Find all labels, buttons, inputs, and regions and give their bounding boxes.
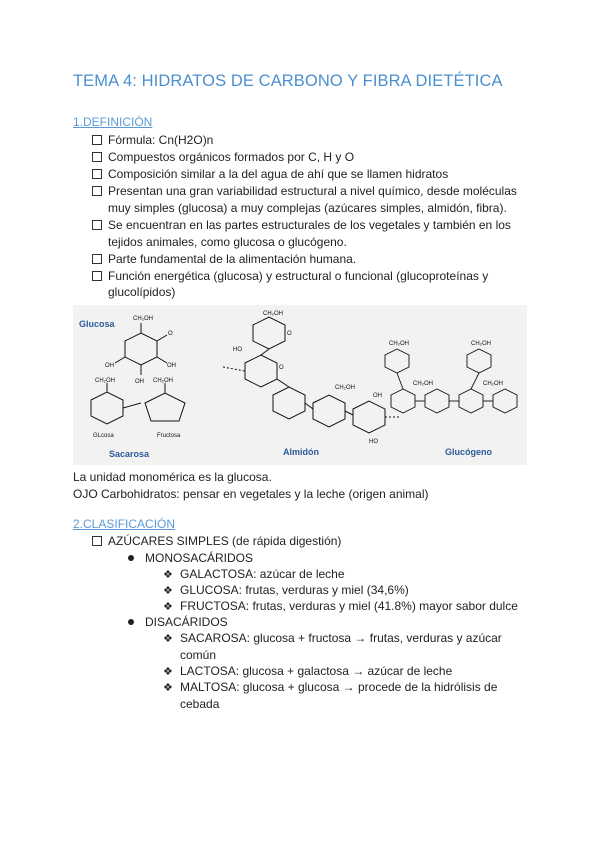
subgroup-monosacaridos: MONOSACÁRIDOS [128,550,253,566]
bullet-icon [128,555,134,561]
group-azucares-simples: AZÚCARES SIMPLES (de rápida digestión) [92,533,341,549]
svg-text:CH₂OH: CH₂OH [483,381,503,387]
section-heading-clasificacion: 2.CLASIFICACIÓN [73,517,176,531]
label-sacarosa: Sacarosa [109,449,150,459]
list-item: Presentan una gran variabilidad estructural a nivel químico, desde moléculas muy simples (glucosa) a muy complejas (azúcares simples, almidón, fibra). [92,183,532,216]
glucose-ring [115,323,167,375]
diamond-bullet-icon: ❖ [163,682,173,694]
checkbox-icon [92,186,102,196]
label-glucosa: Glucosa [79,319,115,329]
starch-chain [223,317,399,433]
checkbox-icon [92,254,102,264]
bullet-icon [128,619,134,625]
diamond-bullet-icon: ❖ [163,666,173,678]
svg-text:CH₂OH: CH₂OH [133,316,153,322]
definition-list [92,132,532,301]
list-item: Parte fundamental de la alimentación humana. [92,251,532,268]
svg-text:CH₂OH: CH₂OH [95,378,115,384]
checkbox-icon [92,169,102,179]
list-item: ❖ FRUCTOSA: frutas, verduras y miel (41.8%) mayor sabor dulce [163,598,533,615]
label-almidon: Almidón [283,447,319,457]
svg-text:O: O [279,365,284,371]
checkbox-icon [92,536,102,546]
checkbox-icon [92,220,102,230]
svg-text:O: O [168,331,173,337]
svg-text:CH₂OH: CH₂OH [153,378,173,384]
list-item: ❖ GALACTOSA: azúcar de leche [163,566,533,583]
carbohydrate-structures-figure [73,305,527,465]
diamond-bullet-icon: ❖ [163,633,173,645]
list-item: Composición similar a la del agua de ahí que se llamen hidratos [92,166,532,183]
svg-text:OH: OH [105,363,114,369]
structures-svg [73,305,527,465]
list-item: ❖ MALTOSA: glucosa + glucosa → procede de la hidrólisis de cebada [163,680,498,711]
note-ojo: OJO Carbohidratos: pensar en vegetales y la leche (origen animal) [73,487,429,501]
svg-text:CH₂OH: CH₂OH [335,385,355,391]
diamond-bullet-icon: ❖ [163,601,173,613]
svg-text:HO: HO [233,347,242,353]
list-item: Compuestos orgánicos formados por C, H y O [92,149,532,166]
checkbox-icon [92,135,102,145]
diamond-bullet-icon: ❖ [163,585,173,597]
svg-text:CH₂OH: CH₂OH [389,341,409,347]
svg-text:OH: OH [373,393,382,399]
label-fructosa: Fructosa [157,433,181,439]
diamond-bullet-icon: ❖ [163,569,173,581]
subgroup-disacaridos: DISACÁRIDOS [128,614,228,630]
svg-text:CH₂OH: CH₂OH [413,381,433,387]
svg-text:CH₂OH: CH₂OH [471,341,491,347]
svg-text:CH₂OH: CH₂OH [263,311,283,317]
sucrose-rings [91,383,185,424]
svg-text:OH: OH [135,379,144,385]
list-item: Fórmula: Cn(H2O)n [92,132,532,149]
page-title: TEMA 4: HIDRATOS DE CARBONO Y FIBRA DIETÉTICA [73,72,503,90]
svg-text:OH: OH [167,363,176,369]
list-item: ❖ GLUCOSA: frutas, verduras y miel (34,6%) [163,582,533,599]
list-item: ❖ SACAROSA: glucosa + fructosa → frutas, verduras y azúcar común [163,631,502,662]
list-item: Función energética (glucosa) y estructural o funcional (glucoproteínas y glucolípidos) [92,268,532,301]
note-monomer: La unidad monomérica es la glucosa. [73,470,272,484]
label-glcosa: GLcosa [93,433,114,439]
section-heading-definicion: 1.DEFINICIÓN [73,115,153,129]
list-item: ❖ LACTOSA: glucosa + galactosa → azúcar de leche [163,663,533,680]
list-item: Se encuentran en las partes estructurales de los vegetales y también en los tejidos animales, como glucosa o glucógeno. [92,217,532,250]
label-glucogeno: Glucógeno [445,447,492,457]
checkbox-icon [92,152,102,162]
checkbox-icon [92,271,102,281]
svg-text:O: O [287,331,292,337]
svg-text:HO: HO [369,439,378,445]
